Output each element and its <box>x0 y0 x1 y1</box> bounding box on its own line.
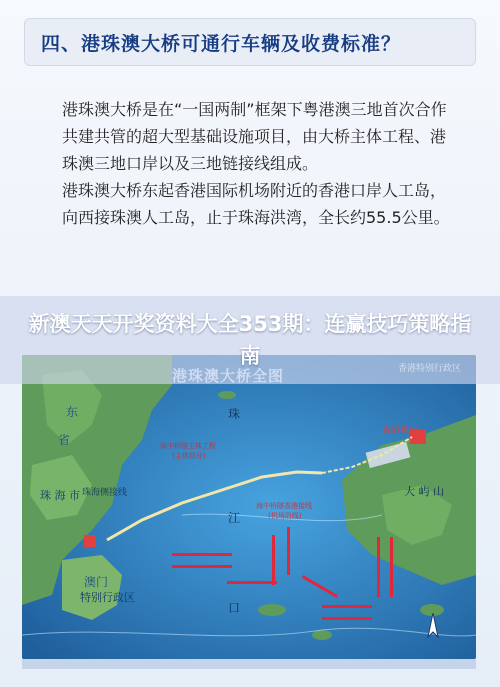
bridge-map <box>22 355 476 659</box>
section-header <box>24 18 476 66</box>
article-body <box>62 96 452 231</box>
label-zhu: 珠 <box>228 407 241 421</box>
compass-icon <box>424 613 442 641</box>
label-tunnel-east: 海中桥隧主体工程 <box>160 442 216 450</box>
paragraph-2: 港珠澳大桥东起香港国际机场附近的香港口岸人工岛，向西接珠澳人工岛，止于珠海洪湾，全长约55.5公里。 <box>62 181 450 227</box>
zhuhai-port-marker <box>84 535 96 547</box>
label-dong: 东 <box>66 405 79 419</box>
section-title: 四、港珠澳大桥可通行车辆及收费标准？ <box>41 32 402 55</box>
label-hk-airport: 香港机场 <box>382 426 419 436</box>
label-zhuhai: 珠 海 市 <box>40 489 80 502</box>
promo-overlay <box>0 296 500 384</box>
label-dayushan: 大 屿 山 <box>404 485 444 498</box>
map-graphic <box>22 355 476 659</box>
label-macau-sar: 特别行政区 <box>80 591 135 604</box>
label-tunnel-link-sub: (机场沿线) <box>268 512 302 520</box>
label-zhuhai-link: 珠海侧接线 <box>82 488 128 498</box>
label-kou: 口 <box>228 601 241 615</box>
paragraph-1: 港珠澳大桥是在“一国两制”框架下粤港澳三地首次合作共建共管的超大型基础设施项目，由大桥主体工程、港珠澳三地口岸以及三地链接线组成。 <box>62 100 447 173</box>
label-jiang: 江 <box>228 511 241 525</box>
label-sheng: 省 <box>58 433 71 447</box>
label-macau: 澳门 <box>84 575 109 589</box>
label-tunnel-east-sub: (主体部分) <box>172 452 206 460</box>
map-footer-strip <box>22 659 476 669</box>
overlay-title: 新澳天天开奖资料大全353期：连赢技巧策略指南 <box>28 312 472 368</box>
label-tunnel-link: 海中桥隧香港接线 <box>256 502 312 510</box>
